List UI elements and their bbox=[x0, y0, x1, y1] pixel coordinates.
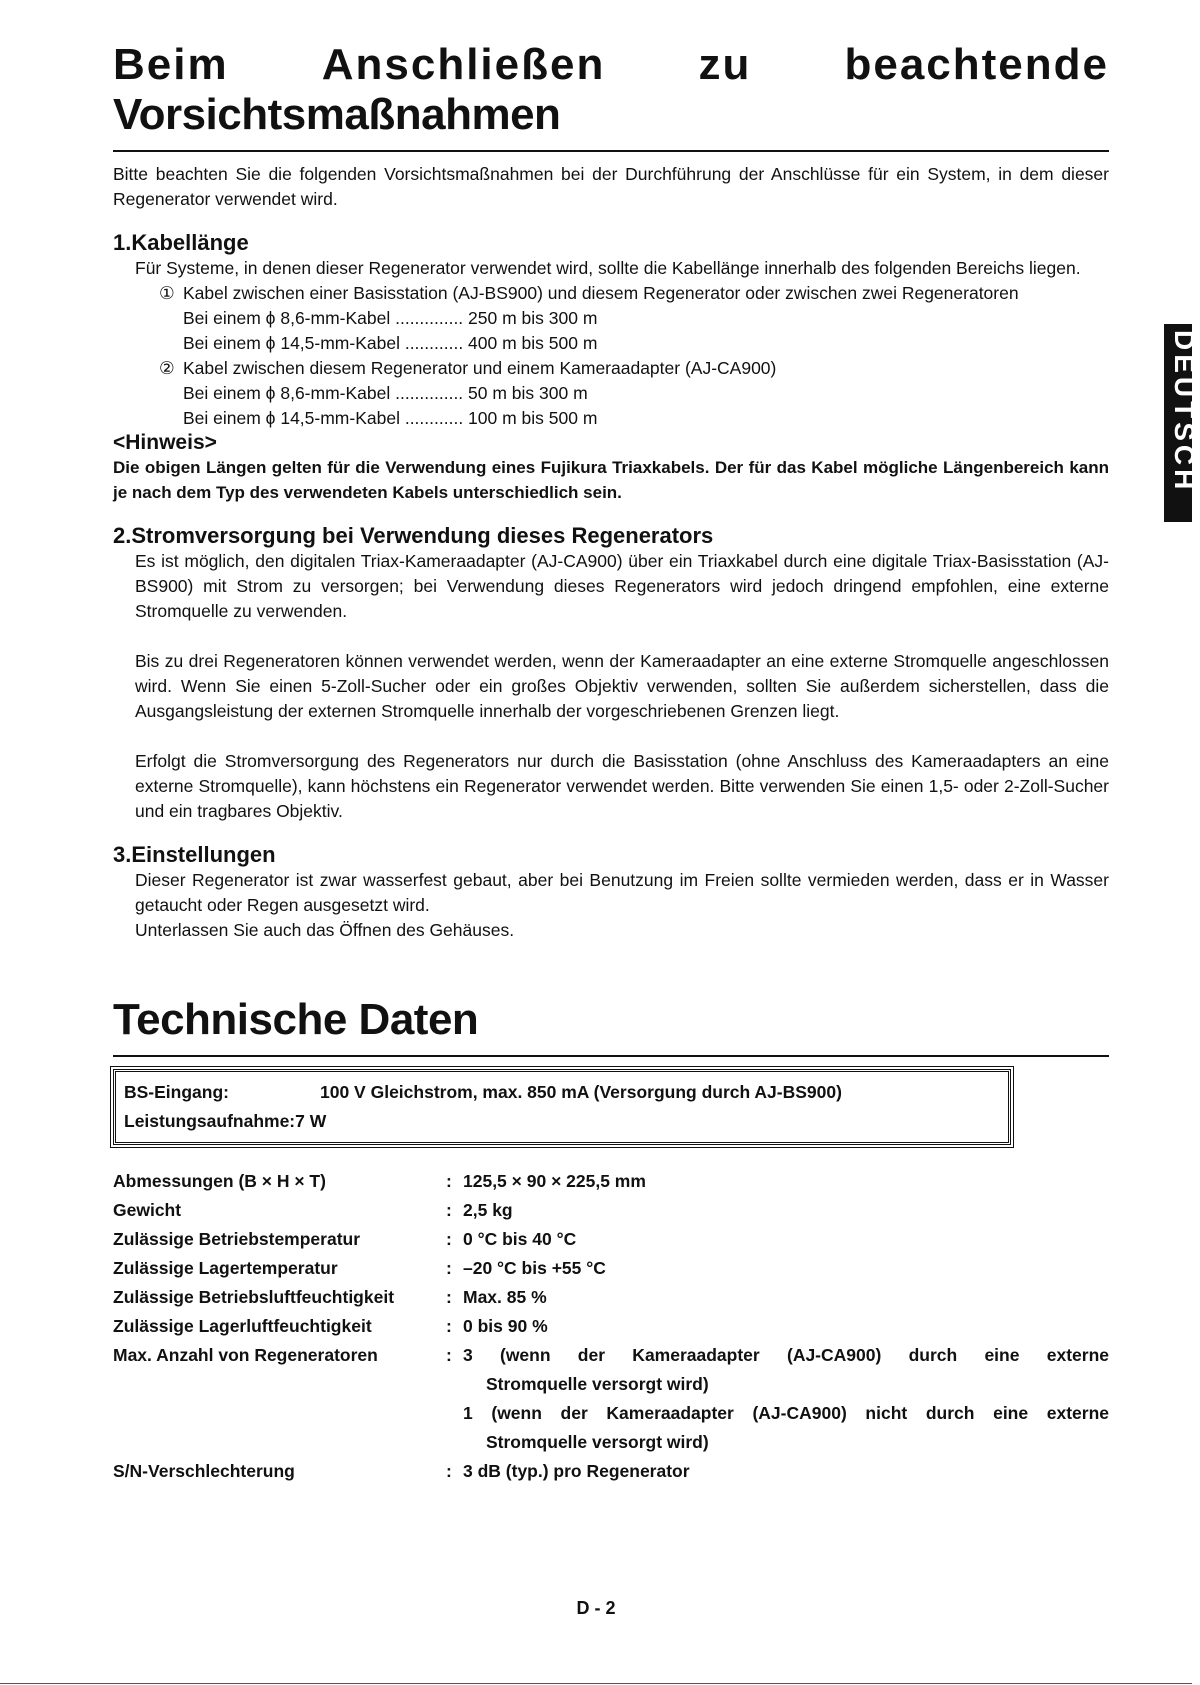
hinweis-text: Die obigen Längen gelten für die Verwendung eines Fujikura Triaxkabels. Der für das Kabel mögliche Längenbereich kann je nach dem Typ des verwendeten Kabels unterschiedlich sein. bbox=[113, 458, 1109, 502]
spec-label: Max. Anzahl von Regeneratoren bbox=[113, 1345, 378, 1365]
spec-colon: : bbox=[446, 1229, 452, 1249]
language-tab bbox=[1164, 324, 1200, 522]
technical-data-rule bbox=[113, 1055, 1109, 1057]
document-page bbox=[113, 40, 1109, 1486]
spec-label: Zulässige Lagerluftfeuchtigkeit bbox=[113, 1316, 372, 1336]
intro-text: Bitte beachten Sie die folgenden Vorsichtsmaßnahmen bei der Durchführung der Anschlüsse für ein System, in dem dieser Regenerator verwendet wird. bbox=[113, 164, 1109, 209]
spec-label: S/N-Verschlechterung bbox=[113, 1461, 295, 1481]
spec-value bbox=[463, 1341, 1109, 1457]
language-tab-label: DEUTSCH bbox=[1169, 330, 1200, 494]
section-title-kabellaenge: 1.Kabellänge bbox=[113, 230, 249, 255]
box-value: 7 W bbox=[295, 1111, 327, 1131]
spec-colon: : bbox=[446, 1171, 452, 1191]
spec-row bbox=[113, 1225, 1109, 1254]
spec-value: 3 dB (typ.) pro Regenerator bbox=[463, 1461, 690, 1481]
spec-value: Max. 85 % bbox=[463, 1287, 547, 1307]
heading-rule bbox=[113, 150, 1109, 152]
cable-spec-line: Bei einem ϕ 14,5-mm-Kabel ............ 100 m bis 500 m bbox=[183, 408, 598, 428]
section1-text: Für Systeme, in denen dieser Regenerator verwendet wird, sollte die Kabellänge innerhalb des folgenden Bereichs liegen. bbox=[135, 258, 1081, 278]
spec-row bbox=[113, 1196, 1109, 1225]
section-title-einstellungen: 3.Einstellungen bbox=[113, 842, 276, 867]
section2-paragraph: Bis zu drei Regeneratoren können verwendet werden, wenn der Kameraadapter an eine externe Stromquelle angeschlossen wird. Wenn Sie einen 5-Zoll-Sucher oder ein großes Objektiv verwenden, sollten Sie außerdem sicherstellen, dass die Ausgangsleistung der externen Stromquelle innerhalb der vorgeschriebenen Grenzen liegt. bbox=[135, 651, 1109, 721]
section-title-stromversorgung: 2.Stromversorgung bei Verwendung dieses Regenerators bbox=[113, 523, 714, 548]
spec-row bbox=[113, 1254, 1109, 1283]
power-spec-box bbox=[113, 1069, 1011, 1145]
heading-word: Anschließen bbox=[321, 40, 606, 89]
spec-label: Gewicht bbox=[113, 1200, 182, 1220]
spec-colon: : bbox=[446, 1200, 452, 1220]
technical-data-heading: Technische Daten bbox=[113, 995, 479, 1044]
section3-line: Dieser Regenerator ist zwar wasserfest gebaut, aber bei Benutzung im Freien sollte vermieden werden, dass er in Wasser getaucht oder Regen ausgesetzt wird. bbox=[135, 870, 1109, 915]
spec-value: 125,5 × 90 × 225,5 mm bbox=[463, 1171, 646, 1191]
spec-colon: : bbox=[446, 1316, 452, 1336]
cable-spec-line: Bei einem ϕ 14,5-mm-Kabel ............ 400 m bis 500 m bbox=[183, 333, 598, 353]
cable-item-2 bbox=[159, 356, 1109, 381]
heading-line-2: Vorsichtsmaßnahmen bbox=[113, 90, 561, 139]
spec-colon: : bbox=[446, 1461, 452, 1481]
regen-value-line: Stromquelle versorgt wird) bbox=[486, 1374, 709, 1394]
hinweis-title: <Hinweis> bbox=[113, 431, 217, 454]
spec-list bbox=[113, 1167, 1109, 1486]
cable-item-2-title: Kabel zwischen diesem Regenerator und einem Kameraadapter (AJ-CA900) bbox=[183, 358, 777, 378]
spec-label: Zulässige Betriebstemperatur bbox=[113, 1229, 361, 1249]
spec-label: Zulässige Lagertemperatur bbox=[113, 1258, 338, 1278]
bottom-divider bbox=[0, 1683, 1192, 1684]
heading-line-1 bbox=[113, 40, 1109, 90]
spec-colon: : bbox=[446, 1258, 452, 1278]
cable-item-1 bbox=[159, 281, 1109, 306]
cable-spec-line: Bei einem ϕ 8,6-mm-Kabel .............. 50 m bis 300 m bbox=[183, 383, 588, 403]
circled-number-1: ① bbox=[159, 283, 175, 303]
spec-colon: : bbox=[446, 1287, 452, 1307]
cable-item-1-title: Kabel zwischen einer Basisstation (AJ-BS900) und diesem Regenerator oder zwischen zwei Regeneratoren bbox=[183, 283, 1019, 303]
spec-row bbox=[113, 1283, 1109, 1312]
spec-value: 0 °C bis 40 °C bbox=[463, 1229, 577, 1249]
section2-paragraph: Es ist möglich, den digitalen Triax-Kameraadapter (AJ-CA900) über ein Triaxkabel durch eine digitale Triax-Basisstation (AJ-BS900) mit Strom zu versorgen; bei Verwendung dieses Regenerators wird jedoch dringend empfohlen, eine externe Stromquelle zu verwenden. bbox=[135, 551, 1109, 621]
spec-value: –20 °C bis +55 °C bbox=[463, 1258, 606, 1278]
box-row bbox=[124, 1107, 1000, 1136]
box-label: BS-Eingang: bbox=[124, 1082, 229, 1102]
spec-colon: : bbox=[446, 1345, 452, 1365]
heading-word: zu bbox=[698, 40, 752, 89]
section3-line: Unterlassen Sie auch das Öffnen des Gehäuses. bbox=[135, 920, 515, 940]
spec-value: 2,5 kg bbox=[463, 1200, 513, 1220]
spec-row bbox=[113, 1312, 1109, 1341]
cable-spec-line: Bei einem ϕ 8,6-mm-Kabel .............. 250 m bis 300 m bbox=[183, 308, 598, 328]
section2-paragraph: Erfolgt die Stromversorgung des Regenerators nur durch die Basisstation (ohne Anschluss des Kameraadapters an eine externe Stromquelle), kann höchstens ein Regenerator verwendet werden. Bitte verwenden Sie einen 1,5- oder 2-Zoll-Sucher und ein tragbares Objektiv. bbox=[135, 751, 1109, 821]
heading-word: Beim bbox=[113, 40, 229, 89]
spec-label: Abmessungen (B × H × T) bbox=[113, 1171, 326, 1191]
spec-label: Zulässige Betriebsluftfeuchtigkeit bbox=[113, 1287, 395, 1307]
regen-value-line: 1 (wenn der Kameraadapter (AJ-CA900) nicht durch eine externe bbox=[463, 1403, 1109, 1423]
heading-word: beachtende bbox=[844, 40, 1109, 89]
regen-value-line: 3 (wenn der Kameraadapter (AJ-CA900) durch eine externe bbox=[463, 1345, 1109, 1365]
box-label: Leistungsaufnahme: bbox=[124, 1111, 296, 1131]
page-number: D - 2 bbox=[576, 1598, 616, 1618]
regen-value-line: Stromquelle versorgt wird) bbox=[486, 1432, 709, 1452]
circled-number-2: ② bbox=[159, 358, 175, 378]
spec-row bbox=[113, 1457, 1109, 1486]
box-value: 100 V Gleichstrom, max. 850 mA (Versorgung durch AJ-BS900) bbox=[320, 1082, 842, 1102]
spec-row-regenerators bbox=[113, 1341, 1109, 1457]
spec-value: 0 bis 90 % bbox=[463, 1316, 548, 1336]
box-row bbox=[124, 1078, 1000, 1107]
spec-row bbox=[113, 1167, 1109, 1196]
